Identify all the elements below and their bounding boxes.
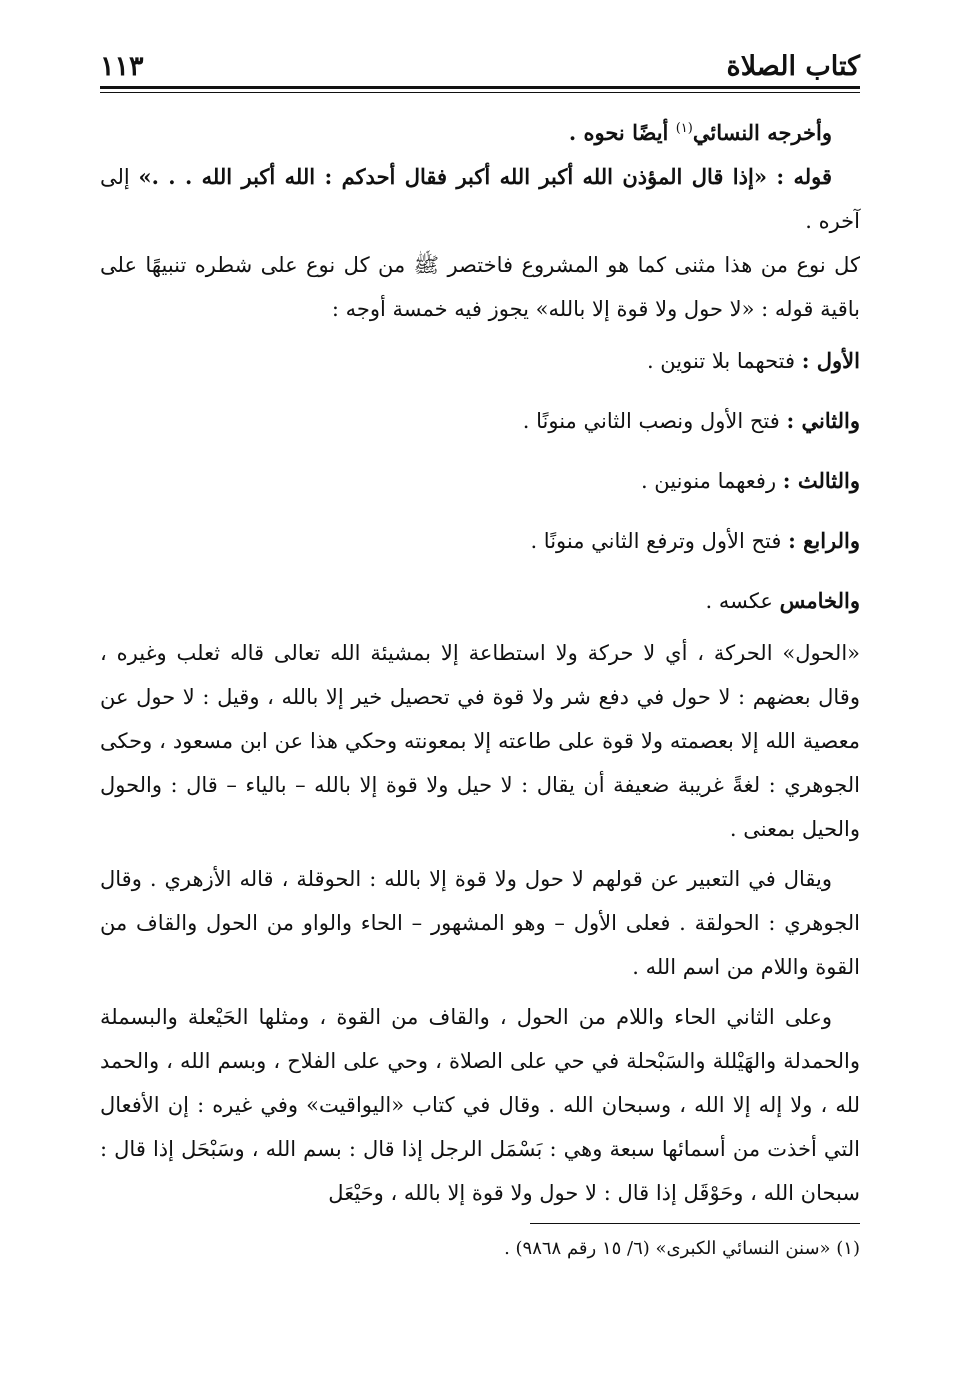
page-body <box>100 107 860 1215</box>
option-2-text: فتح الأول ونصب الثاني منونًا . <box>522 409 787 433</box>
paragraph-3: كل نوع من هذا مثنى كما هو المشروع فاختصر ﷺ من كل نوع على شطره تنبيهًا على باقية قوله : «لا حول ولا قوة إلا بالله» يجوز فيه خمسة أوجه : <box>100 253 860 321</box>
paragraph-6: وعلى الثاني الحاء واللام من الحول ، والقاف من القوة ، ومثلها الحَيْعلة والبسملة والحمدلة والهَيْللة والسَبْحلة في حي على الصلاة ، وحي على الفلاح ، وبسم الله ، والحمد لله ، ولا إله إلا الله ، وسبحان الله . وقال في كتاب «اليواقيت» وفي غيره : إن الأفعال التي أخذت من أسمائها سبعة وهي : بَسْمَل الرجل إذا قال : بسم الله ، وسَبْحَل إذا قال : سبحان الله ، وحَوْقَل إذا قال : لا حول ولا قوة إلا بالله ، وحَيْعَل <box>100 1005 860 1205</box>
paragraph-5: ويقال في التعبير عن قولهم لا حول ولا قوة إلا بالله : الحوقلة ، قاله الأزهري . وقال الجوهري : الحولقة . فعلى الأول – وهو المشهور – الحاء والواو من الحول والقاف من القوة واللام من اسم الله . <box>100 867 860 979</box>
option-1 <box>100 331 860 391</box>
footnote: (١) «سنن النسائي الكبرى» (٦/ ١٥ رقم ٩٨٦٨) . <box>504 1238 860 1259</box>
paragraph-2 <box>100 155 860 243</box>
header-rule-thick <box>100 86 860 89</box>
p2-tail: إلى آخره . <box>100 165 860 233</box>
option-1-text: فتحهما بلا تنوين . <box>646 349 802 373</box>
option-5-text: عكسه . <box>705 589 780 613</box>
p1-tail: أيضًا نحوه . <box>568 120 676 145</box>
option-5 <box>100 571 860 631</box>
option-4-text: فتح الأول وترفع الثاني منونًا . <box>530 529 789 553</box>
option-3-label: والثالث : <box>782 468 860 493</box>
footnote-rule <box>530 1223 860 1224</box>
header-rule-thin <box>100 92 860 93</box>
page-header <box>100 30 860 82</box>
option-3 <box>100 451 860 511</box>
page-number: ١١٣ <box>100 51 144 82</box>
option-4-label: والرابع : <box>788 528 860 553</box>
p1-bold: وأخرجه النسائي <box>692 120 832 145</box>
document-page <box>100 30 860 1264</box>
paragraph-4: «الحول» الحركة ، أي لا حركة ولا استطاعة إلا بمشيئة الله تعالى قاله ثعلب وغيره ، وقال بعضهم : لا حول في دفع شر ولا قوة في تحصيل خير إلا بالله ، وقيل : لا حول عن معصية الله إلا بعصمته ولا قوة على طاعته إلا بمعونته وحكي هذا عن ابن مسعود ، وحكى الجوهري : لغةً غريبة ضعيفة أن يقال : لا حيل ولا قوة إلا بالله – بالياء – قال : والحول والحيل بمعنى . <box>100 641 860 841</box>
option-4 <box>100 511 860 571</box>
option-2 <box>100 391 860 451</box>
footnote-ref: (١) <box>675 121 693 136</box>
option-3-text: رفعهما منونين . <box>640 469 783 493</box>
option-5-label: والخامس <box>779 588 860 613</box>
option-1-label: الأول : <box>801 348 860 373</box>
option-2-label: والثاني : <box>786 408 860 433</box>
p2-bold: قوله : «إذا قال المؤذن الله أكبر الله أكبر فقال أحدكم : الله أكبر الله . . .» <box>138 164 832 189</box>
paragraph-1 <box>100 107 860 155</box>
book-title: كتاب الصلاة <box>726 51 860 82</box>
